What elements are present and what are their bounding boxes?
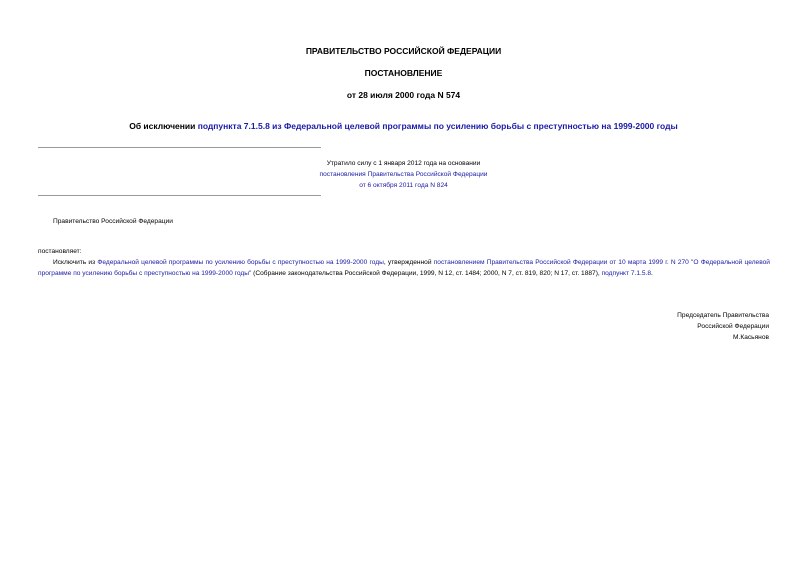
government-heading: ПРАВИТЕЛЬСТВО РОССИЙСКОЙ ФЕДЕРАЦИИ: [305, 46, 502, 56]
resolves-text: постановляет:: [38, 248, 82, 255]
title-link[interactable]: подпункта 7.1.5.8 из Федеральной целевой программы по усилению борьбы с преступностью на 1999-2000 годы: [197, 121, 678, 131]
link-program[interactable]: Федеральной целевой программы по усилению борьбы с преступностью на 1999-2000 годы: [97, 259, 384, 266]
text-start: Исключить из: [53, 259, 98, 266]
note-link-decree[interactable]: постановления Правительства Российской Федерации: [319, 171, 488, 178]
title-prefix: Об исключении: [129, 121, 198, 131]
main-paragraph: [38, 257, 770, 279]
note-line-1: Утратило силу с 1 января 2012 года на основании: [326, 160, 481, 167]
bottom-divider: [38, 195, 321, 196]
top-divider: [38, 147, 321, 148]
text-end: .: [651, 270, 653, 277]
date-number-heading: от 28 июля 2000 года N 574: [346, 90, 461, 100]
document-title: [0, 121, 807, 132]
link-subpoint[interactable]: подпункт 7.1.5.8: [601, 270, 652, 277]
signature-position: Председатель Правительства: [677, 312, 769, 319]
text-source: (Собрание законодательства Российской Федерации, 1999, N 12, ст. 1484; 2000, N 7, ст. 819, 820; N 17, ст. 1887),: [251, 270, 602, 277]
link-decree[interactable]: постановлением Правительства Российской Федерации от 10 марта 1999 г. N 270 "О Федеральной целевой программе по усилению борьбы с преступностью на 1999-2000 годы": [38, 259, 770, 277]
doc-type-heading: ПОСТАНОВЛЕНИЕ: [364, 68, 443, 78]
signature-body: Российской Федерации: [697, 323, 769, 330]
text-approved: , утвержденной: [383, 259, 434, 266]
signature-name: М.Касьянов: [733, 334, 769, 341]
issuer-text: Правительство Российской Федерации: [53, 218, 173, 225]
note-link-date[interactable]: от 6 октября 2011 года N 824: [359, 182, 448, 189]
